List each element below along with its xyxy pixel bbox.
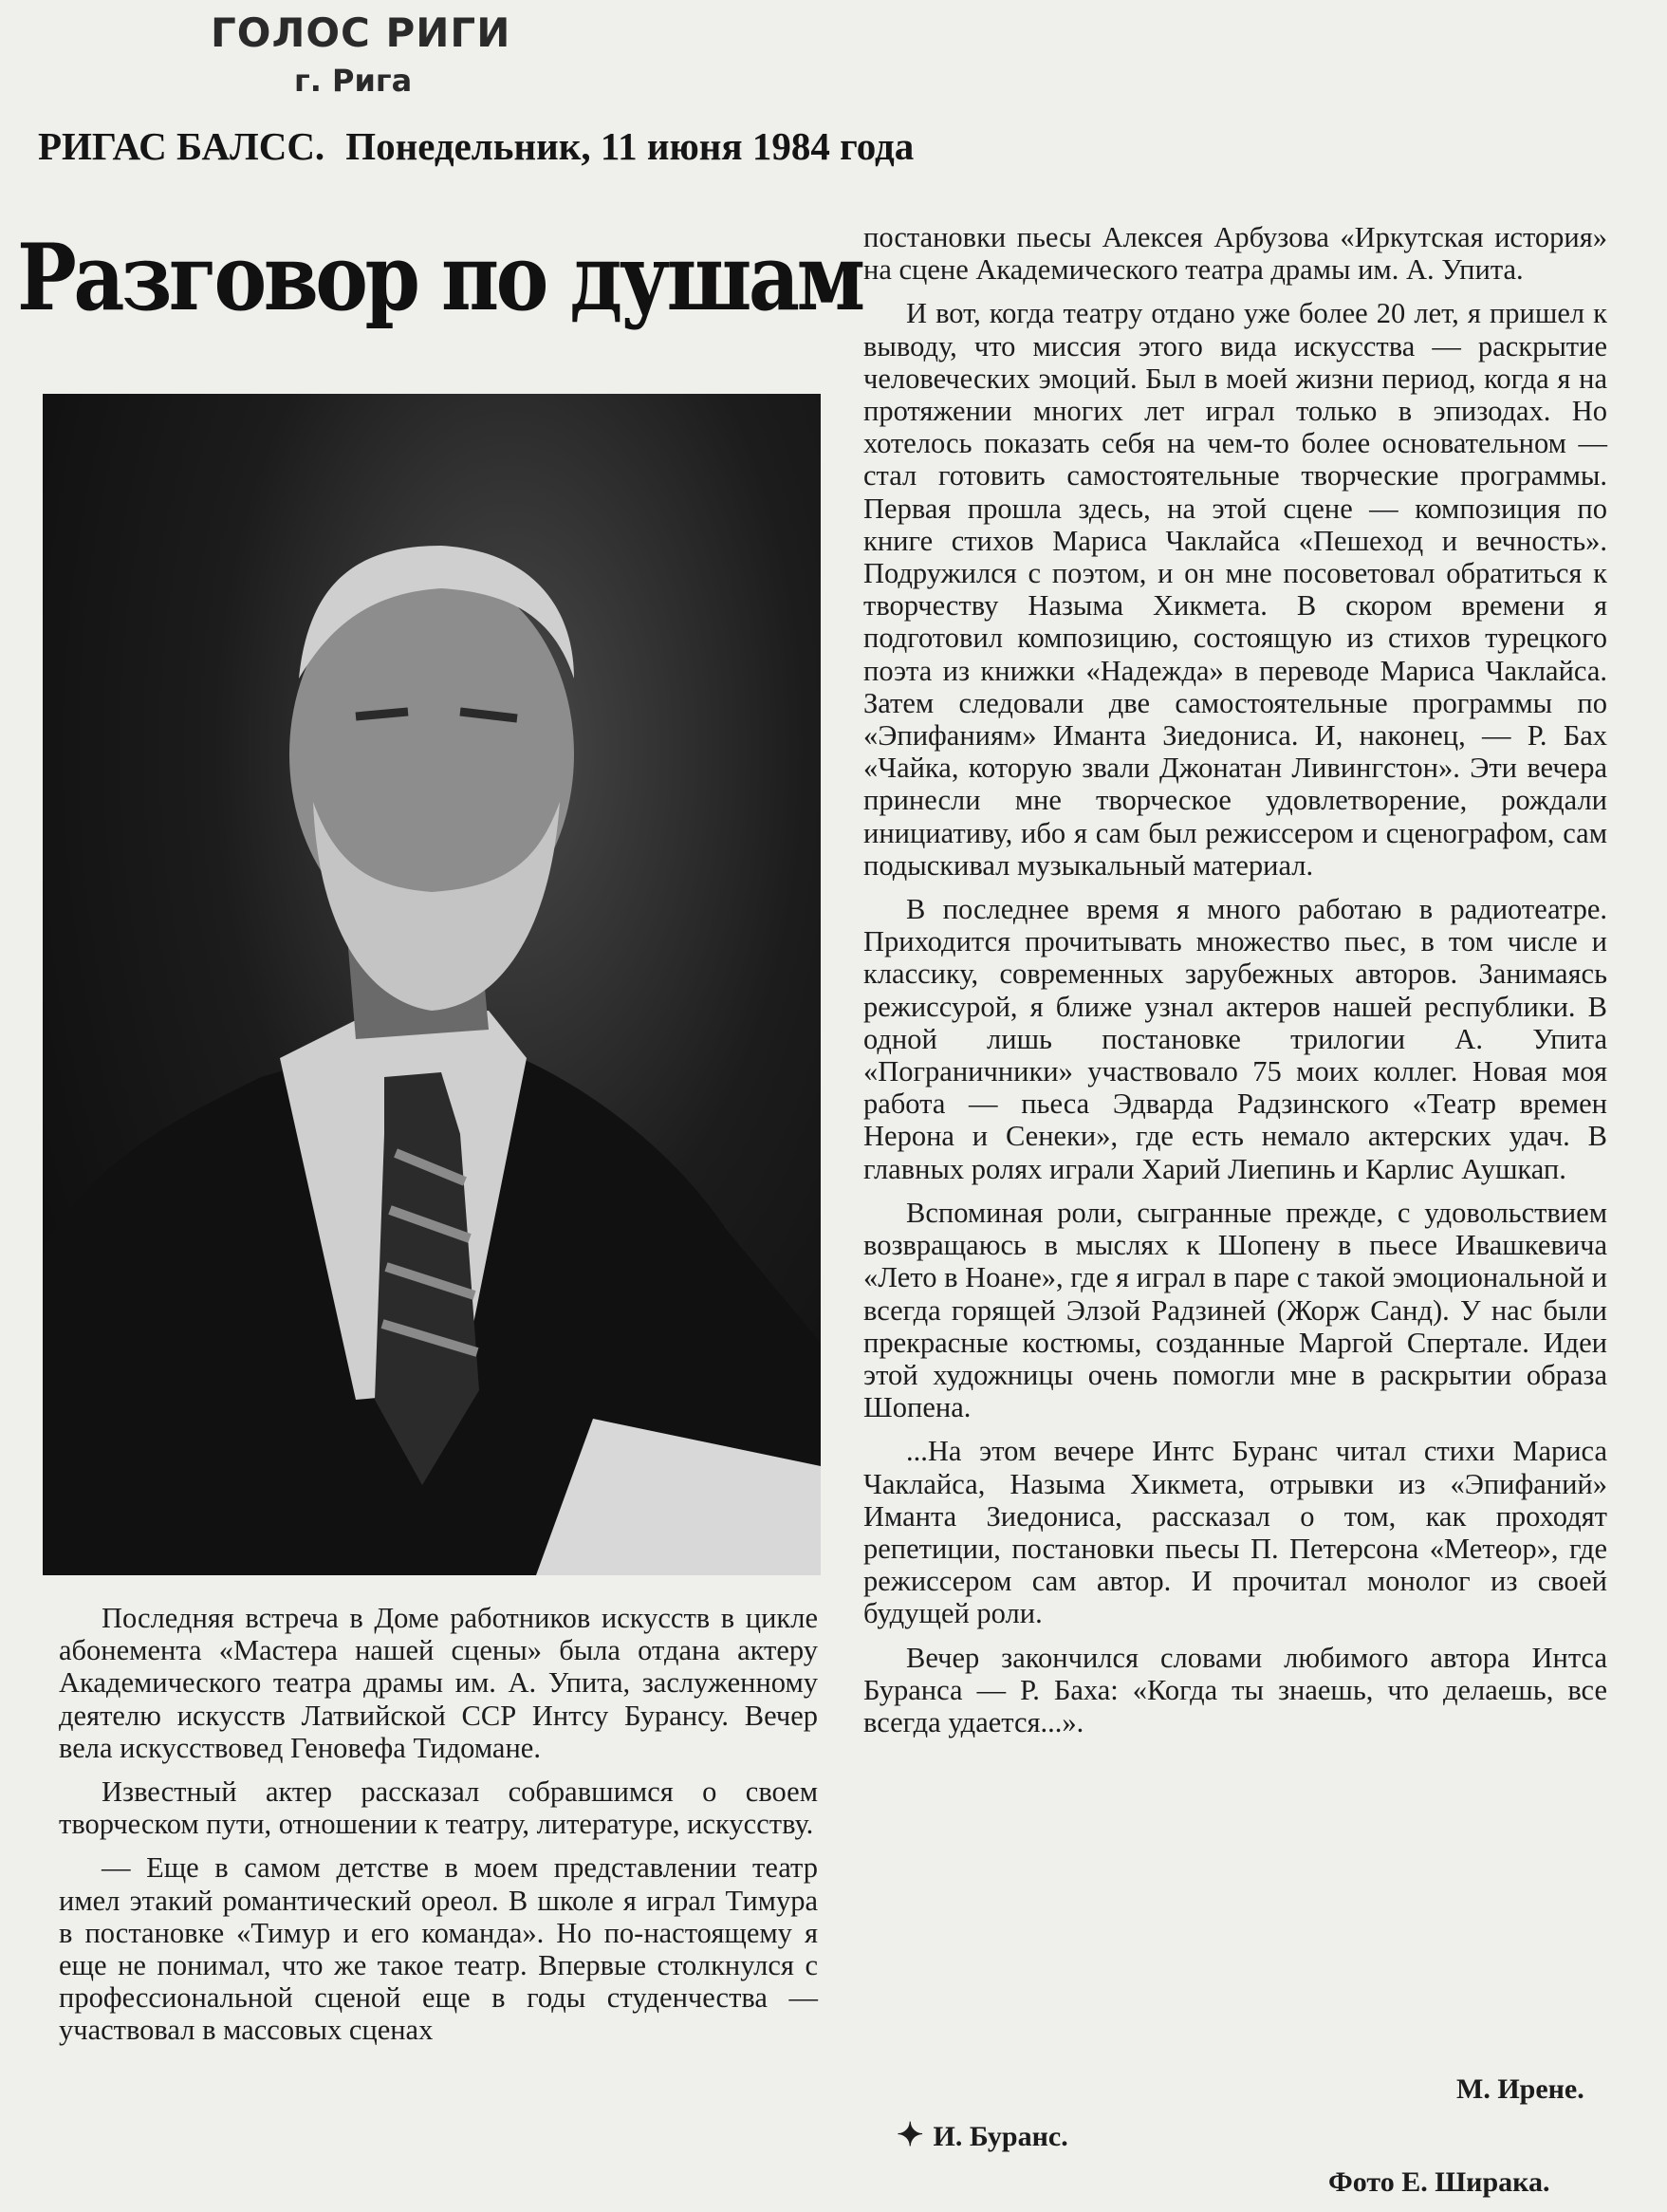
left-column bbox=[59, 1602, 818, 2058]
right-paragraph: Вспоминая роли, сыгранные прежде, с удовольствием возвращаюсь в мыслях к Шопену в пьесе Ивашкевича «Лето в Ноане», где я играл в паре с такой эмоциональной и всегда горящей Элзой Радзиней (Жорж Санд). У нас были прекрасные костюмы, созданные Маргой Спертале. Идеи этой художницы очень помогли мне в раскрытии образа Шопена. bbox=[863, 1196, 1607, 1424]
speaker-name: И. Буранс. bbox=[933, 2121, 1068, 2152]
right-paragraph: В последнее время я много работаю в радиотеатре. Приходится прочитывать множество пьес, в том числе и классику, современных зарубежных авторов. Занимаясь режиссурой, я ближе узнал актеров нашей республики. В одной лишь постановке трилогии А. Упита «Пограничники» участвовало 75 моих коллег. Новая моя работа — пьеса Эдварда Радзинского «Театр времен Нерона и Сенеки», где есть немало актерских удач. В главных ролях играли Харий Лиепинь и Карлис Аушкап. bbox=[863, 893, 1607, 1185]
article-headline: Разговор по душам bbox=[17, 224, 862, 331]
right-paragraph: ...На этом вечере Интс Буранс читал стихи Мариса Чаклайса, Назыма Хикмета, отрывки из «Эпифаний» Иманта Зиедониса, рассказал о том, как проходят репетиции, постановки пьесы П. Петерсона «Метеор», где режиссером сам автор. И прочитал монолог из своей будущей роли. bbox=[863, 1435, 1607, 1630]
portrait-illustration bbox=[43, 394, 821, 1575]
stamp-city: г. Рига bbox=[294, 63, 413, 99]
photo-credit: Фото Е. Ширака. bbox=[1328, 2166, 1550, 2198]
right-paragraph: И вот, когда театру отдано уже более 20 лет, я пришел к выводу, что миссия этого вида искусства — раскрытие человеческих эмоций. Был в моей жизни период, когда я на протяжении многих лет играл только в эпизодах. Но хотелось показать себя на чем-то более основательном — стал готовить самостоятельные творческие программы. Первая прошла здесь, на этой сцене — композиция по книге стихов Мариса Чаклайса «Пешеход и вечность». Подружился с поэтом, и он мне посоветовал обратиться к творчеству Назыма Хикмета. В скором времени я подготовил композицию, состоящую из стихов турецкого поэта из книжки «Надежда» в переводе Мариса Чаклайса. Затем следовали две самостоятельные программы по «Эпифаниям» Иманта Зиедониса. И, наконец, — Р. Бах «Чайка, которую звали Джонатан Ливингстон». Эти вечера принесли мне творческое удовлетворение, рождали инициативу, ибо я сам был режиссером и сценографом, сам подыскивал музыкальный материал. bbox=[863, 297, 1607, 882]
left-paragraph: Последняя встреча в Доме работников искусств в цикле абонемента «Мастера нашей сцены» была отдана актеру Академического театра драмы им. А. Упита, заслуженному деятелю искусств Латвийской ССР Интсу Бурансу. Вечер вела искусствовед Геновефа Тидомане. bbox=[59, 1602, 818, 1764]
masthead-date: Понедельник, 11 июня 1984 года bbox=[345, 124, 915, 168]
left-paragraph: Известный актер рассказал собравшимся о своем творческом пути, отношении к театру, литературе, искусству. bbox=[59, 1775, 818, 1841]
right-paragraph: Вечер закончился словами любимого автора Интса Буранса — Р. Баха: «Когда ты знаешь, что делаешь, все всегда удается...». bbox=[863, 1641, 1607, 1738]
stamp-title: ГОЛОС РИГИ bbox=[211, 9, 511, 56]
masthead-paper: РИГАС БАЛСС. bbox=[38, 124, 325, 168]
right-column bbox=[863, 221, 1607, 1750]
masthead bbox=[38, 123, 1034, 169]
speaker-signature bbox=[897, 2116, 1068, 2154]
portrait-photo bbox=[43, 394, 821, 1575]
star-icon: ✦ bbox=[897, 2118, 924, 2153]
left-paragraph: — Еще в самом детстве в моем представлении театр имел этакий романтический ореол. В школе я играл Тимура в постановке «Тимур и его команда». Но по-настоящему я еще не понимал, что же такое театр. Впервые столкнулся с профессиональной сценой еще в годы студенчества — участвовал в массовых сценах bbox=[59, 1851, 818, 2047]
right-paragraph: постановки пьесы Алексея Арбузова «Иркутская история» на сцене Академического театра драмы им. А. Упита. bbox=[863, 221, 1607, 287]
author-signature: М. Ирене. bbox=[1456, 2073, 1584, 2105]
